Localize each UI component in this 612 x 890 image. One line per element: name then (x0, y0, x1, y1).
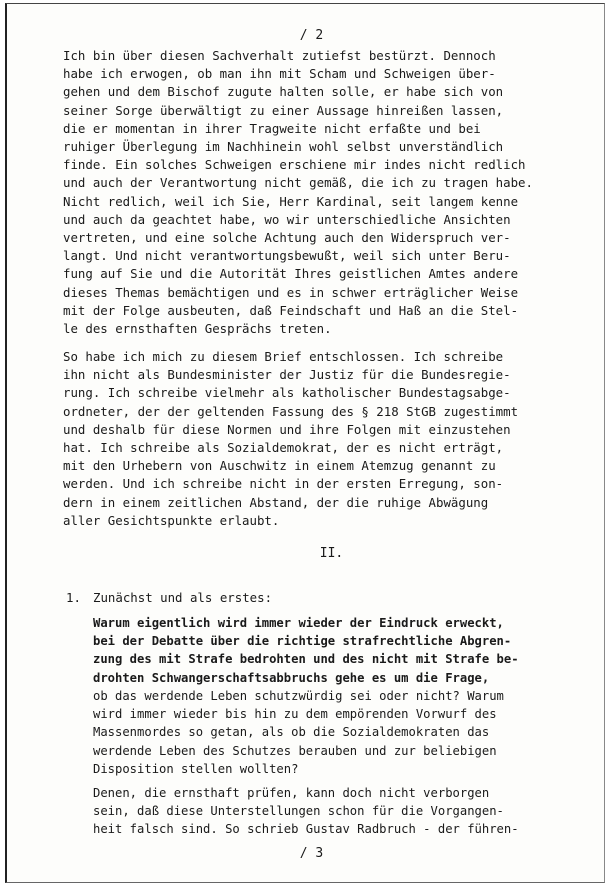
text-line: habe ich erwogen, ob man ihn mit Scham und Schweigen über- (63, 66, 496, 82)
text-line: finde. Ein solches Schweigen erschiene mir indes nicht redlich (63, 157, 526, 173)
text-line: Massenmordes so getan, als ob die Sozialdemokraten das (93, 725, 490, 740)
text-line: hat. Ich schreibe als Sozialdemokrat, der es nicht erträgt, (63, 440, 504, 456)
text-line: aller Gesichtspunkte erlaubt. (63, 512, 280, 528)
text-line: werdende Leben des Schutzes berauben und zur beliebigen (93, 743, 497, 758)
text-line: langt. Und nicht verantwortungsbewußt, weil sich unter Beru- (63, 248, 511, 264)
question-continuation (93, 687, 533, 778)
text-line: wird immer wieder bis hin zu dem empörenden Vorwurf des (93, 707, 497, 722)
text-line: Nicht redlich, weil ich Sie, Herr Kardinal, seit langem kenne (63, 193, 519, 209)
point-lead-text: Zunächst und als erstes: (93, 590, 273, 605)
text-line: gehen und dem Bischof zugute halten solle, er habe sich von (63, 84, 504, 100)
text-line: le des ernsthaften Gesprächs treten. (63, 321, 332, 337)
text-line: drohten Schwangerschaftsabbruchs gehe es um die Frage, (93, 670, 490, 685)
text-line: bei der Debatte über die richtige strafrechtliche Abgren- (93, 634, 512, 649)
text-line: mit der Folge ausbeuten, daß Feindschaft und Haß an die Stel- (63, 302, 519, 318)
paragraph-3 (93, 784, 533, 839)
text-line: Warum eigentlich wird immer wieder der Eindruck erweckt, (93, 616, 504, 630)
text-line: Disposition stellen wollten? (93, 761, 299, 776)
text-line: seiner Sorge überwältigt zu einer Aussage hinreißen lassen, (63, 102, 504, 118)
text-line: und auch da geachtet habe, wo wir unterschiedliche Ansichten (63, 211, 511, 227)
text-line: vertreten, und eine solche Achtung auch den Widerspruch ver- (63, 230, 511, 246)
text-line: und deshalb für diese Normen und ihre Folgen mit einzustehen (63, 421, 511, 437)
section-heading: II. (319, 546, 344, 561)
text-line: ihn nicht als Bundesminister der Justiz für die Bundesregie- (63, 367, 511, 383)
text-line: So habe ich mich zu diesem Brief entschlossen. Ich schreibe (63, 349, 504, 364)
page-number-top: / 2 (299, 28, 324, 43)
text-line: heit falsch sind. So schrieb Gustav Radbruch - der führen- (93, 822, 519, 837)
point-number: 1. (66, 590, 81, 605)
text-line: zung des mit Strafe bedrohten und des nicht mit Strafe be- (93, 652, 519, 667)
text-line: sein, daß diese Unterstellungen schon für die Vorgangen- (93, 804, 504, 819)
text-line: ruhiger Überlegung im Nachhinein wohl selbst unverständlich (63, 139, 504, 155)
text-line: Denen, die ernsthaft prüfen, kann doch nicht verborgen (93, 786, 490, 800)
paragraph-1 (63, 47, 533, 338)
text-line: ordneter, der der geltenden Fassung des § 218 StGB zugestimmt (63, 403, 519, 419)
text-line: die er momentan in ihrer Tragweite nicht erfaßte und bei (63, 120, 481, 136)
document-page (5, 3, 605, 883)
text-line: Ich bin über diesen Sachverhalt zutiefst bestürzt. Dennoch (63, 48, 496, 63)
bold-question (93, 614, 533, 687)
text-line: fung auf Sie und die Autorität Ihres geistlichen Amtes andere (63, 266, 519, 282)
page-number-bottom: / 3 (299, 846, 324, 861)
text-line: werden. Und ich schreibe nicht in der ersten Erregung, son- (63, 476, 504, 492)
text-line: mit den Urhebern von Auschwitz in einem Atemzug genannt zu (63, 458, 496, 474)
text-line: und auch der Verantwortung nicht gemäß, die ich zu tragen habe. (63, 175, 533, 191)
text-line: ob das werdende Leben schutzwürdig sei oder nicht? Warum (93, 689, 504, 703)
paragraph-2 (63, 348, 533, 530)
text-line: dern in einem zeitlichen Abstand, der die ruhige Abwägung (63, 494, 489, 510)
text-line: rung. Ich schreibe vielmehr als katholischer Bundestagsabge- (63, 385, 511, 401)
text-line: dieses Themas bemächtigen und es in schwer erträglicher Weise (63, 284, 519, 300)
